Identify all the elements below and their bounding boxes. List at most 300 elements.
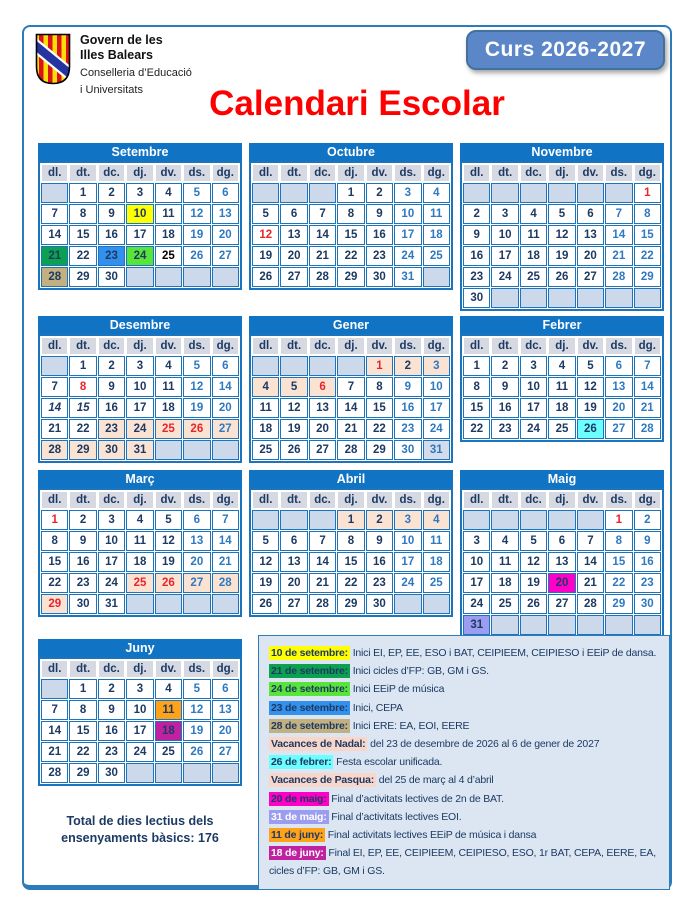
day-cell: 9 xyxy=(69,531,96,551)
day-cell: 22 xyxy=(41,573,68,593)
weekday-header: dv. xyxy=(155,337,182,355)
month-maig xyxy=(460,470,664,638)
week-row xyxy=(252,267,450,287)
weekday-header: dj. xyxy=(548,491,575,509)
day-cell: 29 xyxy=(337,594,364,614)
day-cell: 19 xyxy=(183,721,210,741)
day-cell: 19 xyxy=(183,398,210,418)
day-cell: 30 xyxy=(634,594,661,614)
day-cell: 24 xyxy=(98,573,125,593)
day-cell: 18 xyxy=(548,398,575,418)
weekday-header: dt. xyxy=(69,164,96,182)
legend-item-text: Final d’activitats lectives de 2n de BAT. xyxy=(331,792,504,805)
day-cell: 16 xyxy=(491,398,518,418)
legend-item xyxy=(269,717,663,735)
weekday-header: dl. xyxy=(41,660,68,678)
week-row xyxy=(41,552,239,572)
day-cell: 14 xyxy=(212,377,239,397)
weekday-header: dc. xyxy=(520,164,547,182)
legend-item xyxy=(269,844,663,880)
day-cell: 12 xyxy=(548,225,575,245)
day-cell: 6 xyxy=(183,510,210,530)
day-cell: 9 xyxy=(366,531,393,551)
week-row xyxy=(463,398,661,418)
weekday-header: dj. xyxy=(548,337,575,355)
day-cell: 12 xyxy=(577,377,604,397)
empty-cell xyxy=(41,356,68,376)
empty-cell xyxy=(577,510,604,530)
day-cell: 28 xyxy=(41,440,68,460)
day-cell: 12 xyxy=(252,225,279,245)
day-cell: 5 xyxy=(183,356,210,376)
day-cell: 24 xyxy=(126,742,153,762)
day-cell: 9 xyxy=(634,531,661,551)
legend-item-text: Inici EEiP de música xyxy=(352,683,445,696)
day-cell: 2 xyxy=(98,183,125,203)
day-cell: 25 xyxy=(548,419,575,439)
day-cell: 30 xyxy=(98,763,125,783)
day-cell: 29 xyxy=(69,440,96,460)
weekday-header: dl. xyxy=(463,491,490,509)
day-cell: 28 xyxy=(41,267,68,287)
day-cell: 18 xyxy=(423,225,450,245)
day-cell: 22 xyxy=(337,246,364,266)
weekday-header: ds. xyxy=(394,491,421,509)
day-cell: 15 xyxy=(366,398,393,418)
weekday-header: dc. xyxy=(98,660,125,678)
day-cell: 2 xyxy=(366,183,393,203)
day-cell: 23 xyxy=(394,419,421,439)
weekday-header: dj. xyxy=(337,164,364,182)
day-cell: 11 xyxy=(126,531,153,551)
day-cell: 18 xyxy=(155,721,182,741)
day-cell: 27 xyxy=(183,573,210,593)
day-cell: 20 xyxy=(212,225,239,245)
month-title: Febrer xyxy=(460,316,664,334)
day-cell: 4 xyxy=(423,510,450,530)
day-cell: 31 xyxy=(98,594,125,614)
day-cell: 3 xyxy=(394,510,421,530)
weekday-header: dv. xyxy=(366,491,393,509)
week-row xyxy=(463,288,661,308)
month-title: Març xyxy=(38,470,242,488)
empty-cell xyxy=(520,288,547,308)
day-cell: 3 xyxy=(463,531,490,551)
day-cell: 8 xyxy=(41,531,68,551)
empty-cell xyxy=(605,615,632,635)
day-cell: 29 xyxy=(41,594,68,614)
day-cell: 26 xyxy=(520,594,547,614)
day-cell: 4 xyxy=(423,183,450,203)
day-cell: 3 xyxy=(394,183,421,203)
day-cell: 28 xyxy=(309,594,336,614)
weekday-header: dv. xyxy=(577,337,604,355)
day-cell: 20 xyxy=(577,246,604,266)
day-cell: 4 xyxy=(155,183,182,203)
day-cell: 26 xyxy=(183,742,210,762)
empty-cell xyxy=(155,763,182,783)
empty-cell xyxy=(155,594,182,614)
weekday-header: dt. xyxy=(491,164,518,182)
day-cell: 14 xyxy=(577,552,604,572)
day-cell: 9 xyxy=(98,204,125,224)
day-cell: 8 xyxy=(605,531,632,551)
day-cell: 19 xyxy=(183,225,210,245)
week-row xyxy=(252,419,450,439)
calendar-row-2 xyxy=(38,316,664,463)
day-cell: 7 xyxy=(309,531,336,551)
day-cell: 3 xyxy=(126,356,153,376)
month-novembre xyxy=(460,143,664,311)
day-cell: 4 xyxy=(252,377,279,397)
day-cell: 29 xyxy=(605,594,632,614)
legend-item-label: 20 de maig: xyxy=(271,792,327,805)
weekday-header: dc. xyxy=(309,164,336,182)
day-cell: 17 xyxy=(463,573,490,593)
day-cell: 17 xyxy=(394,552,421,572)
empty-cell xyxy=(41,679,68,699)
legend-item xyxy=(269,771,663,789)
month-table xyxy=(38,334,242,463)
legend-item xyxy=(269,826,663,844)
day-cell: 6 xyxy=(280,531,307,551)
day-cell: 16 xyxy=(366,225,393,245)
week-row xyxy=(41,419,239,439)
empty-cell xyxy=(423,267,450,287)
day-cell: 14 xyxy=(337,398,364,418)
day-cell: 3 xyxy=(98,510,125,530)
empty-cell xyxy=(309,510,336,530)
weekday-header: dg. xyxy=(423,164,450,182)
month-table xyxy=(38,161,242,290)
legend-item-label: 24 de setembre: xyxy=(271,683,348,696)
weekday-header: ds. xyxy=(183,337,210,355)
day-cell: 24 xyxy=(394,573,421,593)
day-cell: 1 xyxy=(463,356,490,376)
empty-cell xyxy=(463,510,490,530)
day-cell: 4 xyxy=(520,204,547,224)
day-cell: 23 xyxy=(366,573,393,593)
day-cell: 28 xyxy=(605,267,632,287)
day-cell: 16 xyxy=(69,552,96,572)
week-row xyxy=(41,225,239,245)
week-row xyxy=(252,510,450,530)
day-cell: 20 xyxy=(212,398,239,418)
week-row xyxy=(252,594,450,614)
week-row xyxy=(41,204,239,224)
day-cell: 30 xyxy=(98,440,125,460)
day-cell: 27 xyxy=(605,419,632,439)
weekday-header: dl. xyxy=(252,337,279,355)
empty-cell xyxy=(252,510,279,530)
day-cell: 21 xyxy=(337,419,364,439)
day-cell: 12 xyxy=(183,377,210,397)
day-cell: 10 xyxy=(126,204,153,224)
day-cell: 22 xyxy=(69,246,96,266)
day-cell: 11 xyxy=(155,700,182,720)
week-row xyxy=(252,183,450,203)
empty-cell xyxy=(577,183,604,203)
empty-cell xyxy=(520,615,547,635)
weekday-header: dj. xyxy=(126,164,153,182)
day-cell: 22 xyxy=(69,742,96,762)
day-cell: 21 xyxy=(605,246,632,266)
day-cell: 4 xyxy=(155,679,182,699)
day-cell: 18 xyxy=(520,246,547,266)
day-cell: 2 xyxy=(394,356,421,376)
day-cell: 6 xyxy=(212,679,239,699)
day-cell: 16 xyxy=(463,246,490,266)
day-cell: 2 xyxy=(69,510,96,530)
day-cell: 21 xyxy=(577,573,604,593)
month-title: Juny xyxy=(38,639,242,657)
day-cell: 17 xyxy=(98,552,125,572)
day-cell: 12 xyxy=(520,552,547,572)
weekday-header: dv. xyxy=(155,660,182,678)
day-cell: 29 xyxy=(634,267,661,287)
empty-cell xyxy=(337,356,364,376)
empty-cell xyxy=(309,183,336,203)
day-cell: 23 xyxy=(69,573,96,593)
weekday-header: dj. xyxy=(337,337,364,355)
day-cell: 14 xyxy=(634,377,661,397)
day-cell: 3 xyxy=(126,183,153,203)
week-row xyxy=(252,398,450,418)
day-cell: 24 xyxy=(126,419,153,439)
day-cell: 20 xyxy=(280,246,307,266)
weekday-header: dg. xyxy=(423,491,450,509)
month-table xyxy=(38,488,242,617)
day-cell: 16 xyxy=(634,552,661,572)
day-cell: 15 xyxy=(41,552,68,572)
day-cell: 13 xyxy=(309,398,336,418)
weekday-header: dj. xyxy=(126,491,153,509)
legend-item-text: Inici cicles d’FP: GB, GM i GS. xyxy=(352,665,489,678)
day-cell: 22 xyxy=(605,573,632,593)
day-cell: 20 xyxy=(605,398,632,418)
day-cell: 28 xyxy=(634,419,661,439)
balears-shield-icon xyxy=(35,33,71,85)
day-cell: 10 xyxy=(520,377,547,397)
legend-item-label: 23 de setembre: xyxy=(271,701,348,714)
weekday-header: dc. xyxy=(520,337,547,355)
week-row xyxy=(463,510,661,530)
empty-cell xyxy=(41,183,68,203)
month-febrer xyxy=(460,316,664,463)
day-cell: 31 xyxy=(463,615,490,635)
legend-item xyxy=(269,790,663,808)
day-cell: 19 xyxy=(155,552,182,572)
week-row xyxy=(252,531,450,551)
day-cell: 5 xyxy=(548,204,575,224)
week-row xyxy=(41,356,239,376)
empty-cell xyxy=(520,183,547,203)
day-cell: 28 xyxy=(577,594,604,614)
empty-cell xyxy=(491,183,518,203)
day-cell: 25 xyxy=(423,573,450,593)
day-cell: 9 xyxy=(98,700,125,720)
weekday-header: dc. xyxy=(309,337,336,355)
day-cell: 8 xyxy=(337,204,364,224)
day-cell: 27 xyxy=(212,419,239,439)
day-cell: 14 xyxy=(605,225,632,245)
day-cell: 6 xyxy=(212,183,239,203)
day-cell: 23 xyxy=(634,573,661,593)
day-cell: 3 xyxy=(520,356,547,376)
day-cell: 13 xyxy=(605,377,632,397)
day-cell: 10 xyxy=(126,377,153,397)
legend-item xyxy=(269,662,663,680)
day-cell: 4 xyxy=(491,531,518,551)
empty-cell xyxy=(183,763,210,783)
day-cell: 25 xyxy=(155,742,182,762)
weekday-header: ds. xyxy=(394,337,421,355)
day-cell: 1 xyxy=(634,183,661,203)
legend-item xyxy=(269,680,663,698)
day-cell: 24 xyxy=(394,246,421,266)
day-cell: 1 xyxy=(69,356,96,376)
day-cell: 2 xyxy=(98,356,125,376)
calendar-row-4 xyxy=(38,639,657,878)
day-cell: 25 xyxy=(126,573,153,593)
empty-cell xyxy=(548,510,575,530)
empty-cell xyxy=(634,288,661,308)
week-row xyxy=(41,763,239,783)
weekday-header: dv. xyxy=(577,491,604,509)
day-cell: 4 xyxy=(126,510,153,530)
empty-cell xyxy=(212,267,239,287)
day-cell: 1 xyxy=(337,510,364,530)
week-row xyxy=(41,679,239,699)
day-cell: 23 xyxy=(98,419,125,439)
day-cell: 30 xyxy=(69,594,96,614)
day-cell: 5 xyxy=(183,679,210,699)
week-row xyxy=(463,377,661,397)
day-cell: 10 xyxy=(423,377,450,397)
weekday-header: dl. xyxy=(252,164,279,182)
month-abril xyxy=(249,470,453,638)
day-cell: 7 xyxy=(577,531,604,551)
day-cell: 11 xyxy=(155,377,182,397)
day-cell: 1 xyxy=(41,510,68,530)
weekday-header: dl. xyxy=(41,337,68,355)
legend-item-text: Festa escolar unificada. xyxy=(336,756,443,769)
weekday-header: dj. xyxy=(126,660,153,678)
week-row xyxy=(463,204,661,224)
legend-item-label: 10 de setembre: xyxy=(271,647,348,659)
month-title: Octubre xyxy=(249,143,453,161)
month-octubre xyxy=(249,143,453,311)
legend-item-text: Final EI, EP, EE, CEIPIEEM, CEIPIESO, ESO, 1r BAT, CEPA, EERE, EA, cicles d’FP: GB, GM i GS. xyxy=(269,847,656,878)
course-year-badge: Curs 2026-2027 xyxy=(466,30,665,70)
day-cell: 27 xyxy=(280,267,307,287)
empty-cell xyxy=(126,594,153,614)
day-cell: 8 xyxy=(337,531,364,551)
day-cell: 8 xyxy=(69,377,96,397)
day-cell: 16 xyxy=(98,721,125,741)
day-cell: 10 xyxy=(463,552,490,572)
day-cell: 28 xyxy=(309,267,336,287)
week-row xyxy=(252,573,450,593)
month-table xyxy=(460,334,664,442)
day-cell: 7 xyxy=(41,204,68,224)
day-cell: 11 xyxy=(155,204,182,224)
day-cell: 14 xyxy=(309,225,336,245)
day-cell: 27 xyxy=(309,440,336,460)
page-title: Calendari Escolar xyxy=(209,84,505,123)
day-cell: 29 xyxy=(337,267,364,287)
day-cell: 10 xyxy=(491,225,518,245)
day-cell: 30 xyxy=(366,594,393,614)
month-table xyxy=(460,488,664,638)
day-cell: 1 xyxy=(69,679,96,699)
day-cell: 30 xyxy=(463,288,490,308)
legend-item-text: Inici EI, EP, EE, ESO i BAT, CEIPIEEM, CEIPIESO i EEiP de dansa. xyxy=(352,647,657,659)
legend-item xyxy=(269,735,663,753)
weekday-header: dc. xyxy=(98,337,125,355)
week-row xyxy=(41,510,239,530)
week-row xyxy=(463,594,661,614)
day-cell: 26 xyxy=(252,267,279,287)
day-cell: 25 xyxy=(520,267,547,287)
month-title: Maig xyxy=(460,470,664,488)
day-cell: 9 xyxy=(366,204,393,224)
day-cell: 3 xyxy=(491,204,518,224)
empty-cell xyxy=(463,183,490,203)
day-cell: 16 xyxy=(366,552,393,572)
day-cell: 17 xyxy=(126,225,153,245)
day-cell: 17 xyxy=(394,225,421,245)
day-cell: 2 xyxy=(463,204,490,224)
weekday-header: dt. xyxy=(280,337,307,355)
day-cell: 7 xyxy=(634,356,661,376)
day-cell: 29 xyxy=(366,440,393,460)
day-cell: 7 xyxy=(309,204,336,224)
weekday-header: dv. xyxy=(155,491,182,509)
week-row xyxy=(463,246,661,266)
weekday-header: ds. xyxy=(183,164,210,182)
day-cell: 1 xyxy=(337,183,364,203)
empty-cell xyxy=(491,615,518,635)
empty-cell xyxy=(212,440,239,460)
day-cell: 8 xyxy=(366,377,393,397)
day-cell: 18 xyxy=(155,225,182,245)
day-cell: 6 xyxy=(548,531,575,551)
day-cell: 17 xyxy=(126,721,153,741)
weekday-header: dc. xyxy=(309,491,336,509)
day-cell: 27 xyxy=(577,267,604,287)
day-cell: 15 xyxy=(634,225,661,245)
legend-item-text: Inici, CEPA xyxy=(352,701,403,714)
week-row xyxy=(252,552,450,572)
day-cell: 10 xyxy=(126,700,153,720)
note-line2: ensenyaments bàsics: 176 xyxy=(61,831,219,845)
dept-line1: Conselleria d’Educació xyxy=(80,67,192,79)
empty-cell xyxy=(634,615,661,635)
week-row xyxy=(463,419,661,439)
day-cell: 20 xyxy=(548,573,575,593)
calendar-row-1 xyxy=(38,143,664,311)
day-cell: 13 xyxy=(577,225,604,245)
day-cell: 19 xyxy=(252,573,279,593)
weekday-header: dt. xyxy=(280,164,307,182)
day-cell: 25 xyxy=(491,594,518,614)
day-cell: 21 xyxy=(309,246,336,266)
weekday-header: ds. xyxy=(605,337,632,355)
empty-cell xyxy=(280,356,307,376)
day-cell: 14 xyxy=(41,225,68,245)
day-cell: 19 xyxy=(548,246,575,266)
